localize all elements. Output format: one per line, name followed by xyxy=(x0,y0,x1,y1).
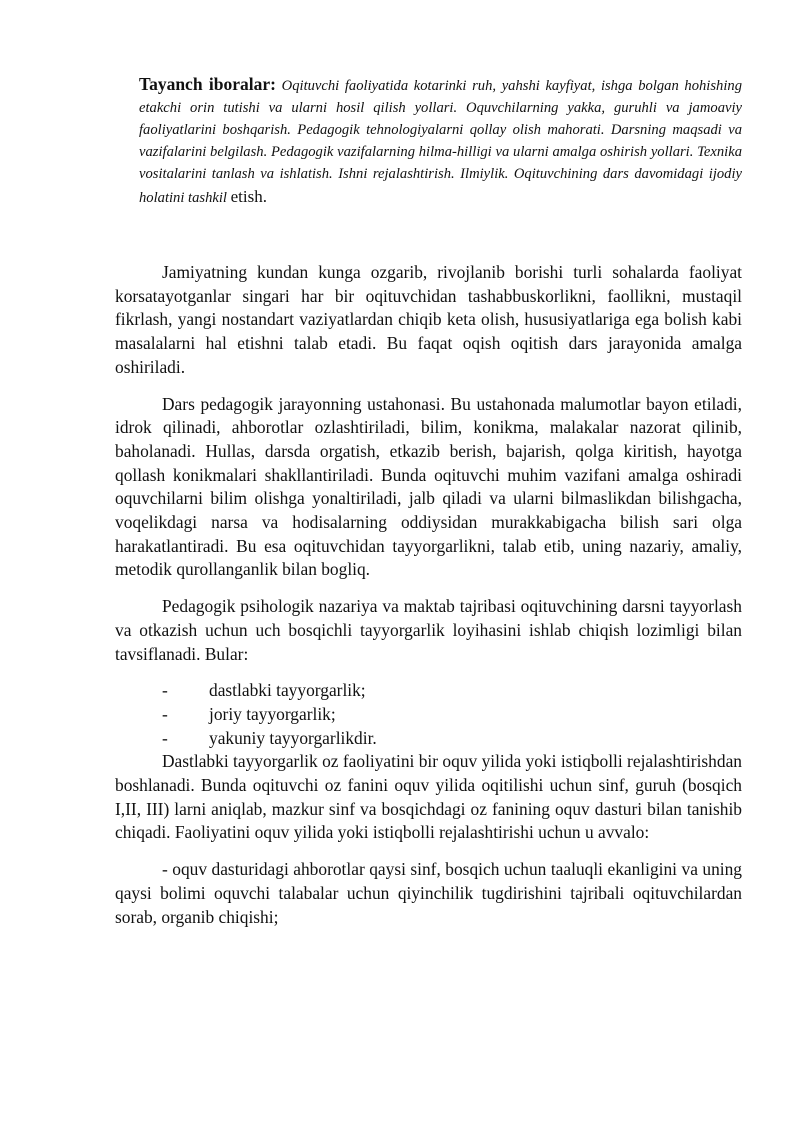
paragraph-3: Pedagogik psihologik nazariya va maktab tajribasi oqituvchining darsni tayyorlash va otkazish uchun uch bosqichli tayyorgarlik loyihasini ishlab chiqish lozimligi bilan tavsiflanadi. Bular: xyxy=(115,596,742,664)
list-dash: - xyxy=(162,727,168,748)
paragraph-1: Jamiyatning kundan kunga ozgarib, rivojlanib borishi turli sohalarda faoliyat korsatayotganlar singari har bir oqituvchidan tashabbuskorlikni, faollikni, mustaqil fikrlash, yangi nostandart vaziyatlardan chiqib keta olish, hususiyatlariga ega bolish kabi masalalarni hal etishni talab etadi. Bu faqat oqish oqitish dars jarayonida amalga oshiriladi. xyxy=(115,262,742,377)
list-item xyxy=(115,679,742,703)
paragraph-4: Dastlabki tayyorgarlik oz faoliyatini bir oquv yilida yoki istiqbolli rejalashtirishdan boshlanadi. Bunda oqituvchi oz fanini oquv yilida oqitilishi uchun sinf, guruh (bosqich I,II, III) larni aniqlab, mazkur sinf va bosqichdagi oz fanining oquv dasturi bilan tanishib chiqadi. Faoliyatini oquv yilida yoki istiqbolli rejalashtirishi uchun u avvalo: xyxy=(115,751,742,843)
paragraph-2: Dars pedagogik jarayonning ustahonasi. Bu ustahonada malumotlar bayon etiladi, idrok qilinadi, ahborotlar ozlashtiriladi, bilim, konikma, malakalar nazorat qilinib, baholanadi. Hullas, darsda orgatish, etkazib berish, bajarish, qolga kiritish, hayotga qollash konikmalari shakllantiriladi. Bunda oqituvchi muhim vazifani amalga oshiradi oquvchilarni bilim olishga yonaltiriladi, jalb qiladi va ularni bilmaslikdan bilishgacha, voqelikdagi narsa va hodisalarning oddiysidan murakkabigacha bilish sari olga harakatlantiradi. Bu esa oqituvchidan tayyorgarlikni, talab etib, uning nazariy, amaliy, metodik qurollanganlik bilan bogliq. xyxy=(115,393,742,580)
list-item-text: dastlabki tayyorgarlik; xyxy=(209,680,366,701)
keywords-label: Tayanch iboralar: xyxy=(139,74,277,94)
list-dash: - xyxy=(162,703,168,724)
list-item-text: yakuniy tayyorgarlikdir. xyxy=(209,727,377,748)
preparation-list xyxy=(115,679,742,750)
paragraph-5: - oquv dasturidagi ahborotlar qaysi sinf, bosqich uchun taaluqli ekanligini va uning qaysi bolimi oquvchi talabalar uchun qiyinchilik tugdirishini tajribali oqituvchilardan sorab, organib chiqishi; xyxy=(115,859,742,927)
list-item xyxy=(115,727,742,751)
list-dash: - xyxy=(162,680,168,701)
keywords-text: Oqituvchi faoliyatida kotarinki ruh, yahshi kayfiyat, ishga bolgan hohishing etakchi orin tutishi va ularni hosil qilish yollari. Oquvchilarning yakka, guruhli va jamoaviy faoliyatlarini boshqarish. Pedagogik tehnologiyalarni qollay olish mahorati. Darsning maqsadi va vazifalarini belgilash. Pedagogik vazifalarning hilma-hilligi va ularni amalga oshirish yollari. Texnika vositalarini tanlash va ishlatish. Ishni rejalashtirish. Ilmiylik. Oqituvchining dars davomidagi ijodiy holatini tashkil xyxy=(139,78,742,206)
keywords-block xyxy=(139,74,742,209)
list-item xyxy=(115,703,742,727)
list-item-text: joriy tayyorgarlik; xyxy=(209,703,336,724)
body-text xyxy=(115,261,742,929)
keywords-tail: etish. xyxy=(230,186,267,206)
